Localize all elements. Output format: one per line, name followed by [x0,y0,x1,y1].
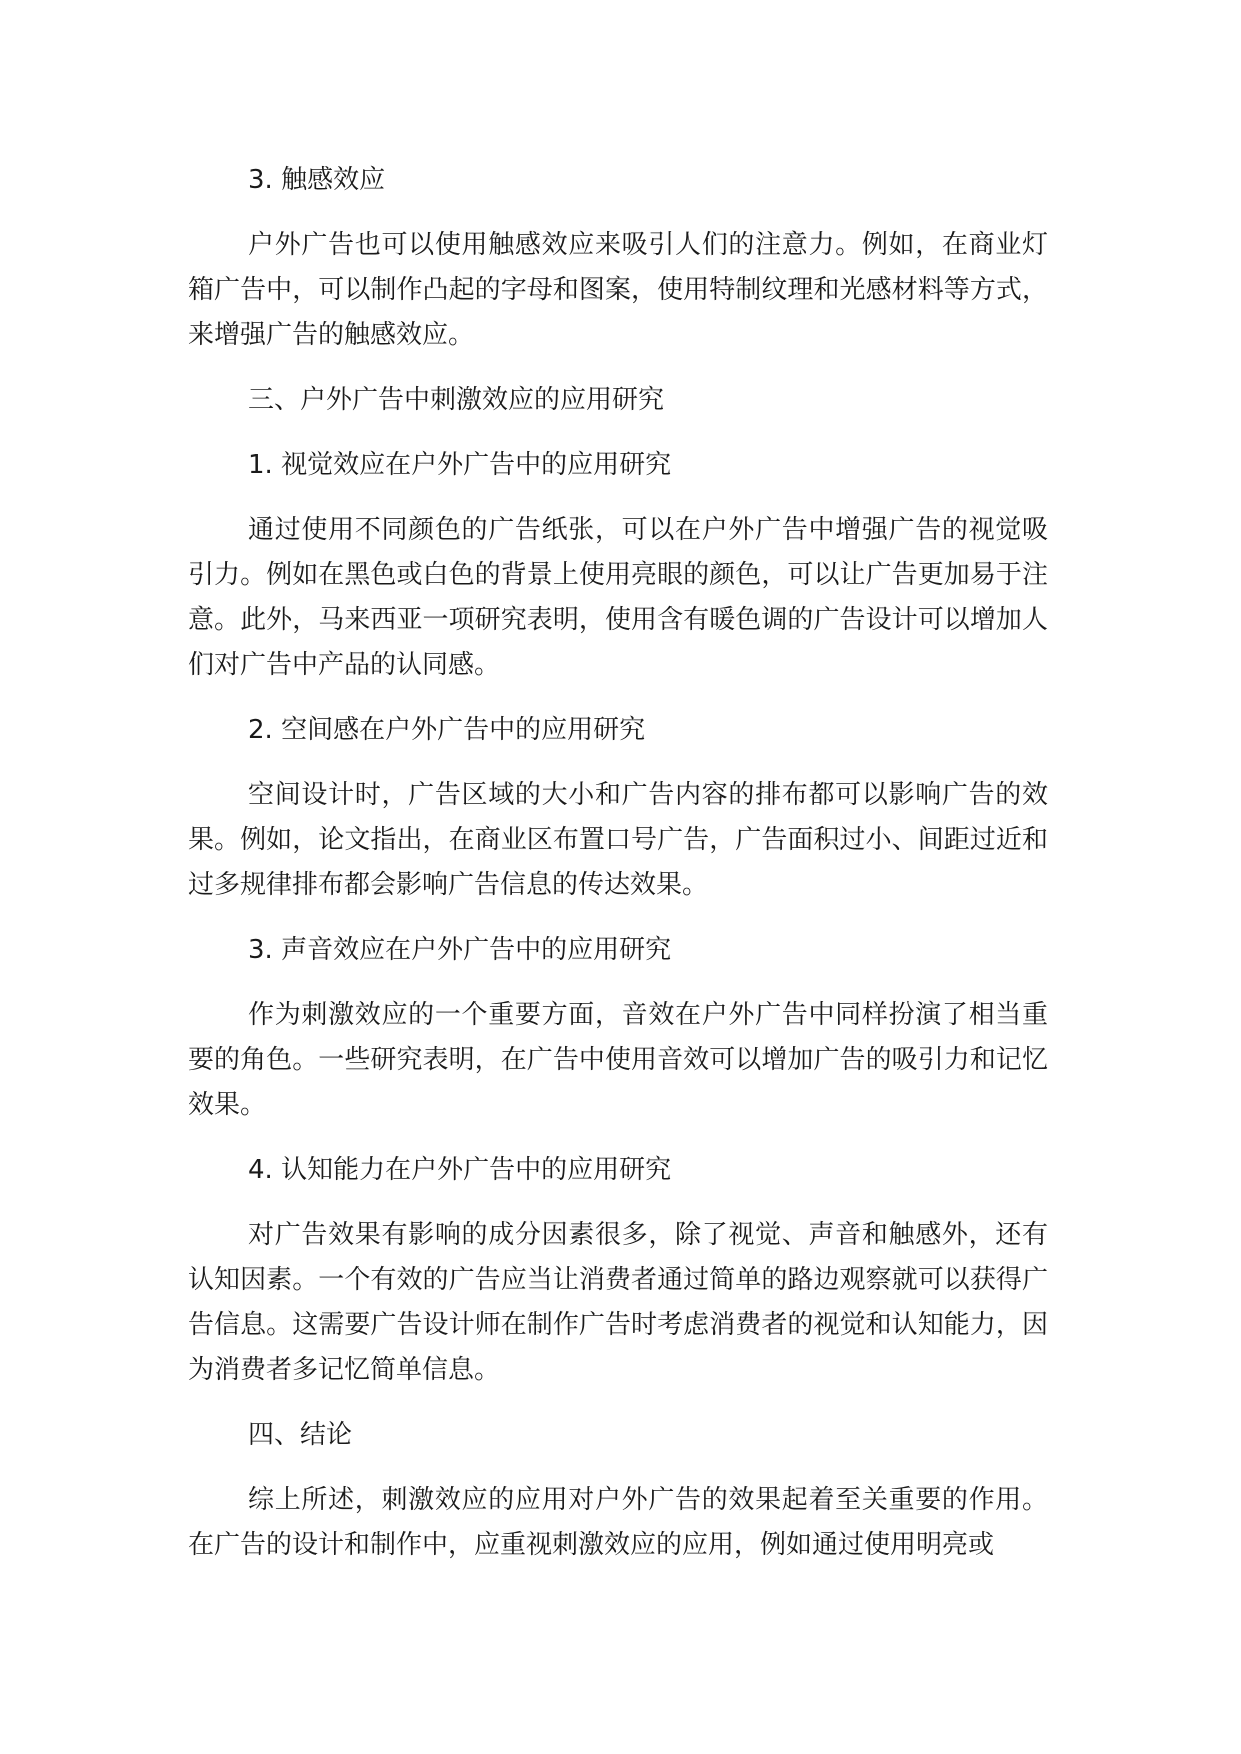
section-heading-tactile-effect: 3. 触感效应 [248,165,386,195]
paragraph-visual-effect: 通过使用不同颜色的广告纸张，可以在户外广告中增强广告的视觉吸引力。例如在黑色或白色的背景上使用亮眼的颜色，可以让广告更加易于注意。此外，马来西亚一项研究表明，使用含有暖色调的广告设计可以增加人们对广告中产品的认同感。 [188,515,1048,680]
paragraph-conclusion: 综上所述，刺激效应的应用对户外广告的效果起着至关重要的作用。在广告的设计和制作中，应重视刺激效应的应用，例如通过使用明亮或 [188,1485,1048,1560]
paragraph-sound-effect: 作为刺激效应的一个重要方面，音效在户外广告中同样扮演了相当重要的角色。一些研究表明，在广告中使用音效可以增加广告的吸引力和记忆效果。 [188,1000,1048,1120]
section-heading-cognitive-ability: 4. 认知能力在户外广告中的应用研究 [248,1155,672,1185]
document-body [188,158,1048,1588]
paragraph-spatial-sense: 空间设计时，广告区域的大小和广告内容的排布都可以影响广告的效果。例如，论文指出，在商业区布置口号广告，广告面积过小、间距过近和过多规律排布都会影响广告信息的传达效果。 [188,780,1048,900]
chapter-heading-application-research: 三、户外广告中刺激效应的应用研究 [248,385,665,415]
section-heading-sound-effect: 3. 声音效应在户外广告中的应用研究 [248,935,672,965]
paragraph-tactile-effect: 户外广告也可以使用触感效应来吸引人们的注意力。例如，在商业灯箱广告中，可以制作凸起的字母和图案，使用特制纹理和光感材料等方式，来增强广告的触感效应。 [188,230,1048,350]
section-heading-spatial-sense: 2. 空间感在户外广告中的应用研究 [248,715,646,745]
section-heading-visual-effect: 1. 视觉效应在户外广告中的应用研究 [248,450,672,480]
chapter-heading-conclusion: 四、结论 [248,1420,353,1450]
paragraph-cognitive-ability: 对广告效果有影响的成分因素很多，除了视觉、声音和触感外，还有认知因素。一个有效的广告应当让消费者通过简单的路边观察就可以获得广告信息。这需要广告设计师在制作广告时考虑消费者的视觉和认知能力，因为消费者多记忆简单信息。 [188,1220,1048,1385]
